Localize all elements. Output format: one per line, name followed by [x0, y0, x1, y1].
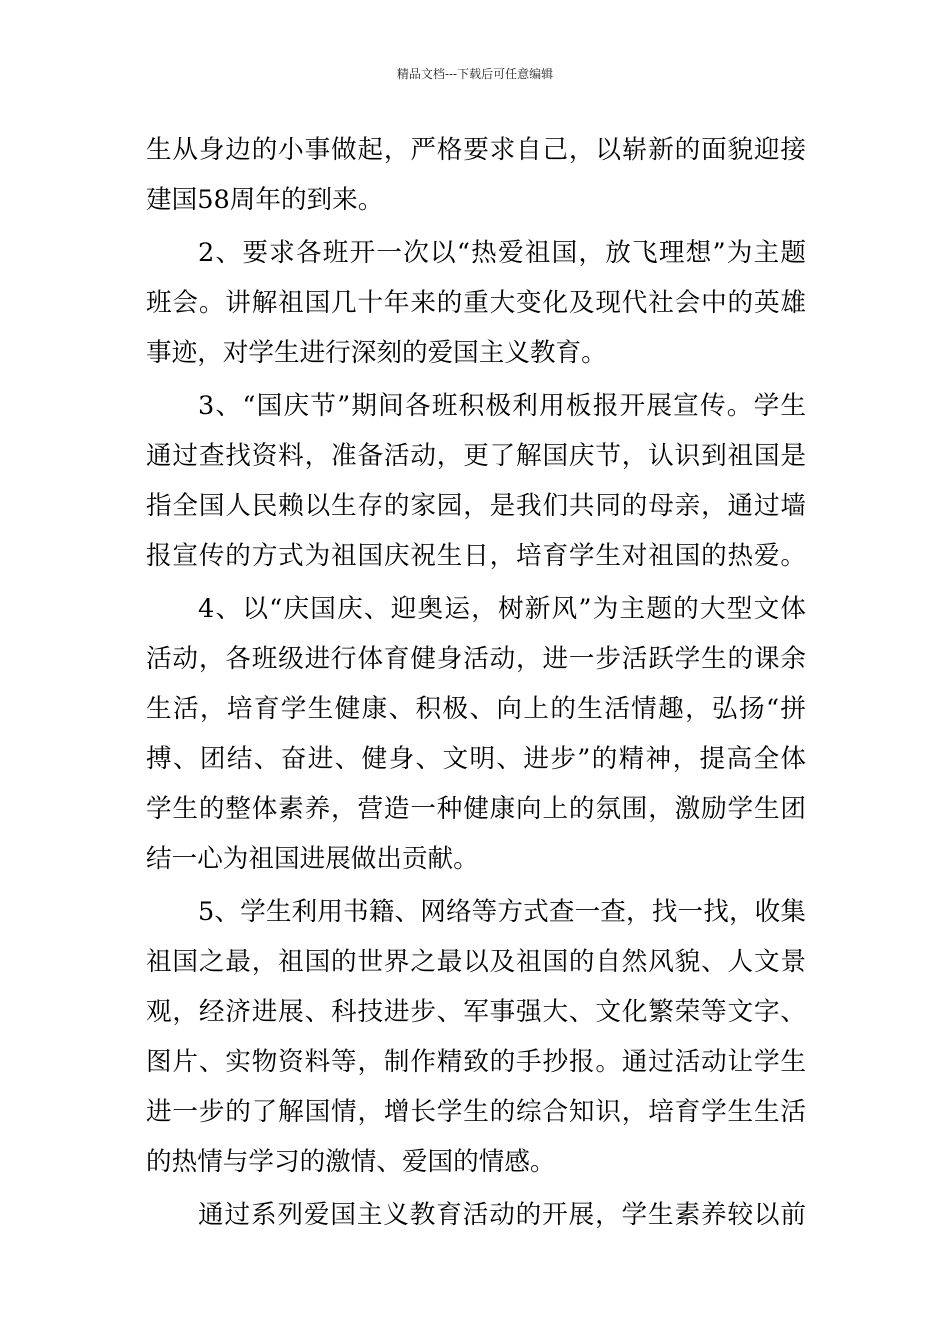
text-line: 搏、团结、奋进、健身、文明、进步”的精神，提高全体 — [146, 744, 806, 774]
text-line: 学生的整体素养，营造一种健康向上的氛围，激励学生团 — [146, 794, 806, 824]
text-line: 建国58周年的到来。 — [146, 185, 384, 215]
text-line: 指全国人民赖以生存的家园，是我们共同的母亲，通过墙 — [146, 491, 806, 521]
text-line: 活动，各班级进行体育健身活动，进一步活跃学生的课余 — [146, 644, 806, 674]
text-line: 观，经济进展、科技进步、军事强大、文化繁荣等文字、 — [146, 997, 806, 1027]
text-line: 进一步的了解国情，增长学生的综合知识，培育学生生活 — [146, 1097, 806, 1127]
text-line: 生活，培育学生健康、积极、向上的生活情趣，弘扬“拼 — [146, 694, 806, 724]
text-line: 图片、实物资料等，制作精致的手抄报。通过活动让学生 — [146, 1047, 806, 1077]
text-line: 报宣传的方式为祖国庆祝生日，培育学生对祖国的热爱。 — [146, 541, 806, 571]
text-line: 通过查找资料，准备活动，更了解国庆节，认识到祖国是 — [146, 441, 806, 471]
text-line: 生从身边的小事做起，严格要求自己，以崭新的面貌迎接 — [146, 135, 806, 165]
text-line: 4、以“庆国庆、迎奥运，树新风”为主题的大型文体 — [198, 594, 806, 624]
text-line: 结一心为祖国进展做出贡献。 — [146, 844, 479, 874]
text-line: 的热情与学习的激情、爱国的情感。 — [146, 1147, 556, 1177]
text-line: 事迹，对学生进行深刻的爱国主义教育。 — [146, 338, 607, 368]
text-line: 5、学生利用书籍、网络等方式查一查，找一找，收集 — [198, 897, 806, 927]
document-body — [146, 125, 806, 1240]
text-line: 通过系列爱国主义教育活动的开展，学生素养较以前 — [198, 1200, 806, 1230]
page-header: 精品文档---下载后可任意编辑 — [396, 67, 554, 81]
text-line: 祖国之最，祖国的世界之最以及祖国的自然风貌、人文景 — [146, 947, 806, 977]
text-line: 班会。讲解祖国几十年来的重大变化及现代社会中的英雄 — [146, 288, 806, 318]
text-line: 3、“国庆节”期间各班积极利用板报开展宣传。学生 — [198, 391, 806, 421]
text-line: 2、要求各班开一次以“热爱祖国，放飞理想”为主题 — [198, 238, 806, 268]
